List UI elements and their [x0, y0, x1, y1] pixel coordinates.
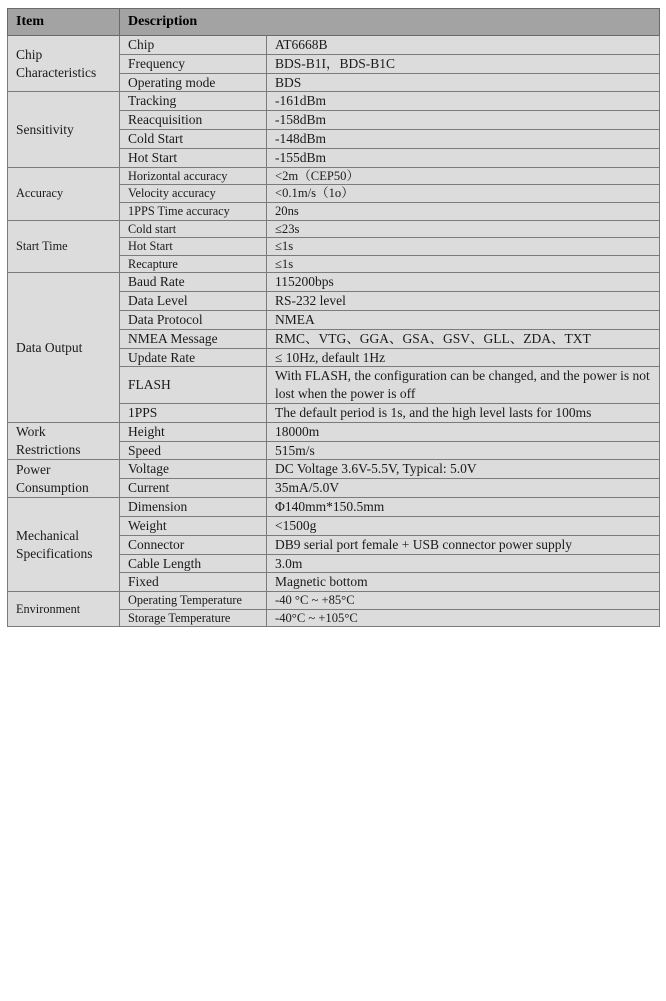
- specification-table: [7, 8, 660, 627]
- parameter-name-cell: Current: [120, 479, 267, 498]
- parameter-value-cell: RS-232 level: [267, 292, 660, 311]
- parameter-value-cell: 3.0m: [267, 554, 660, 573]
- parameter-name-cell: Dimension: [120, 498, 267, 517]
- parameter-name-cell: Velocity accuracy: [120, 185, 267, 203]
- parameter-name-cell: Data Protocol: [120, 310, 267, 329]
- parameter-name-cell: Operating mode: [120, 73, 267, 92]
- table-row: [8, 36, 660, 55]
- parameter-value-cell: With FLASH, the configuration can be changed, and the power is not lost when the power is off: [267, 367, 660, 404]
- parameter-value-cell: Magnetic bottom: [267, 573, 660, 592]
- table-body: [8, 36, 660, 627]
- parameter-value-cell: Φ140mm*150.5mm: [267, 498, 660, 517]
- parameter-value-cell: 20ns: [267, 202, 660, 220]
- parameter-value-cell: ≤1s: [267, 238, 660, 256]
- parameter-name-cell: 1PPS Time accuracy: [120, 202, 267, 220]
- group-label-cell: Sensitivity: [8, 92, 120, 167]
- parameter-name-cell: Hot Start: [120, 238, 267, 256]
- parameter-name-cell: Cold Start: [120, 130, 267, 149]
- parameter-name-cell: Weight: [120, 516, 267, 535]
- parameter-value-cell: AT6668B: [267, 36, 660, 55]
- parameter-name-cell: NMEA Message: [120, 329, 267, 348]
- parameter-name-cell: Frequency: [120, 54, 267, 73]
- table-row: [8, 167, 660, 185]
- group-label-cell: Data Output: [8, 273, 120, 423]
- parameter-name-cell: Update Rate: [120, 348, 267, 367]
- table-row: [8, 592, 660, 610]
- parameter-value-cell: The default period is 1s, and the high level lasts for 100ms: [267, 404, 660, 423]
- group-label-cell: Work Restrictions: [8, 422, 120, 460]
- group-label-cell: Environment: [8, 592, 120, 627]
- parameter-name-cell: Connector: [120, 535, 267, 554]
- parameter-value-cell: DC Voltage 3.6V-5.5V, Typical: 5.0V: [267, 460, 660, 479]
- table-header-row: [8, 9, 660, 36]
- table-row: [8, 220, 660, 238]
- parameter-name-cell: FLASH: [120, 367, 267, 404]
- parameter-name-cell: Fixed: [120, 573, 267, 592]
- table-row: [8, 273, 660, 292]
- group-label-cell: Power Consumption: [8, 460, 120, 498]
- parameter-name-cell: Hot Start: [120, 148, 267, 167]
- parameter-name-cell: Storage Temperature: [120, 609, 267, 627]
- parameter-value-cell: <0.1m/s（1ο）: [267, 185, 660, 203]
- parameter-value-cell: -161dBm: [267, 92, 660, 111]
- parameter-value-cell: NMEA: [267, 310, 660, 329]
- column-header-item: Item: [8, 9, 120, 36]
- parameter-name-cell: 1PPS: [120, 404, 267, 423]
- parameter-name-cell: Speed: [120, 441, 267, 460]
- parameter-name-cell: Reacquisition: [120, 111, 267, 130]
- parameter-value-cell: BDS-B1I，BDS-B1C: [267, 54, 660, 73]
- parameter-value-cell: -40 °C ~ +85°C: [267, 592, 660, 610]
- parameter-name-cell: Data Level: [120, 292, 267, 311]
- parameter-value-cell: -40°C ~ +105°C: [267, 609, 660, 627]
- parameter-name-cell: Tracking: [120, 92, 267, 111]
- parameter-name-cell: Height: [120, 422, 267, 441]
- parameter-name-cell: Cold start: [120, 220, 267, 238]
- parameter-name-cell: Cable Length: [120, 554, 267, 573]
- parameter-value-cell: BDS: [267, 73, 660, 92]
- column-header-description: Description: [120, 9, 660, 36]
- parameter-value-cell: 18000m: [267, 422, 660, 441]
- parameter-name-cell: Voltage: [120, 460, 267, 479]
- table-row: [8, 498, 660, 517]
- parameter-value-cell: <1500g: [267, 516, 660, 535]
- parameter-name-cell: Horizontal accuracy: [120, 167, 267, 185]
- parameter-value-cell: DB9 serial port female + USB connector power supply: [267, 535, 660, 554]
- parameter-value-cell: 115200bps: [267, 273, 660, 292]
- parameter-value-cell: -155dBm: [267, 148, 660, 167]
- group-label-cell: Start Time: [8, 220, 120, 273]
- parameter-value-cell: RMC、VTG、GGA、GSA、GSV、GLL、ZDA、TXT: [267, 329, 660, 348]
- group-label-cell: Chip Characteristics: [8, 36, 120, 92]
- table-row: [8, 460, 660, 479]
- specification-table-container: [7, 8, 659, 627]
- table-row: [8, 92, 660, 111]
- group-label-cell: Accuracy: [8, 167, 120, 220]
- parameter-name-cell: Recapture: [120, 255, 267, 273]
- parameter-value-cell: <2m（CEP50）: [267, 167, 660, 185]
- parameter-value-cell: 35mA/5.0V: [267, 479, 660, 498]
- parameter-name-cell: Baud Rate: [120, 273, 267, 292]
- table-header: [8, 9, 660, 36]
- parameter-value-cell: ≤ 10Hz, default 1Hz: [267, 348, 660, 367]
- parameter-value-cell: ≤23s: [267, 220, 660, 238]
- parameter-name-cell: Chip: [120, 36, 267, 55]
- parameter-value-cell: -148dBm: [267, 130, 660, 149]
- group-label-cell: Mechanical Specifications: [8, 498, 120, 592]
- parameter-value-cell: 515m/s: [267, 441, 660, 460]
- parameter-name-cell: Operating Temperature: [120, 592, 267, 610]
- table-row: [8, 422, 660, 441]
- parameter-value-cell: -158dBm: [267, 111, 660, 130]
- parameter-value-cell: ≤1s: [267, 255, 660, 273]
